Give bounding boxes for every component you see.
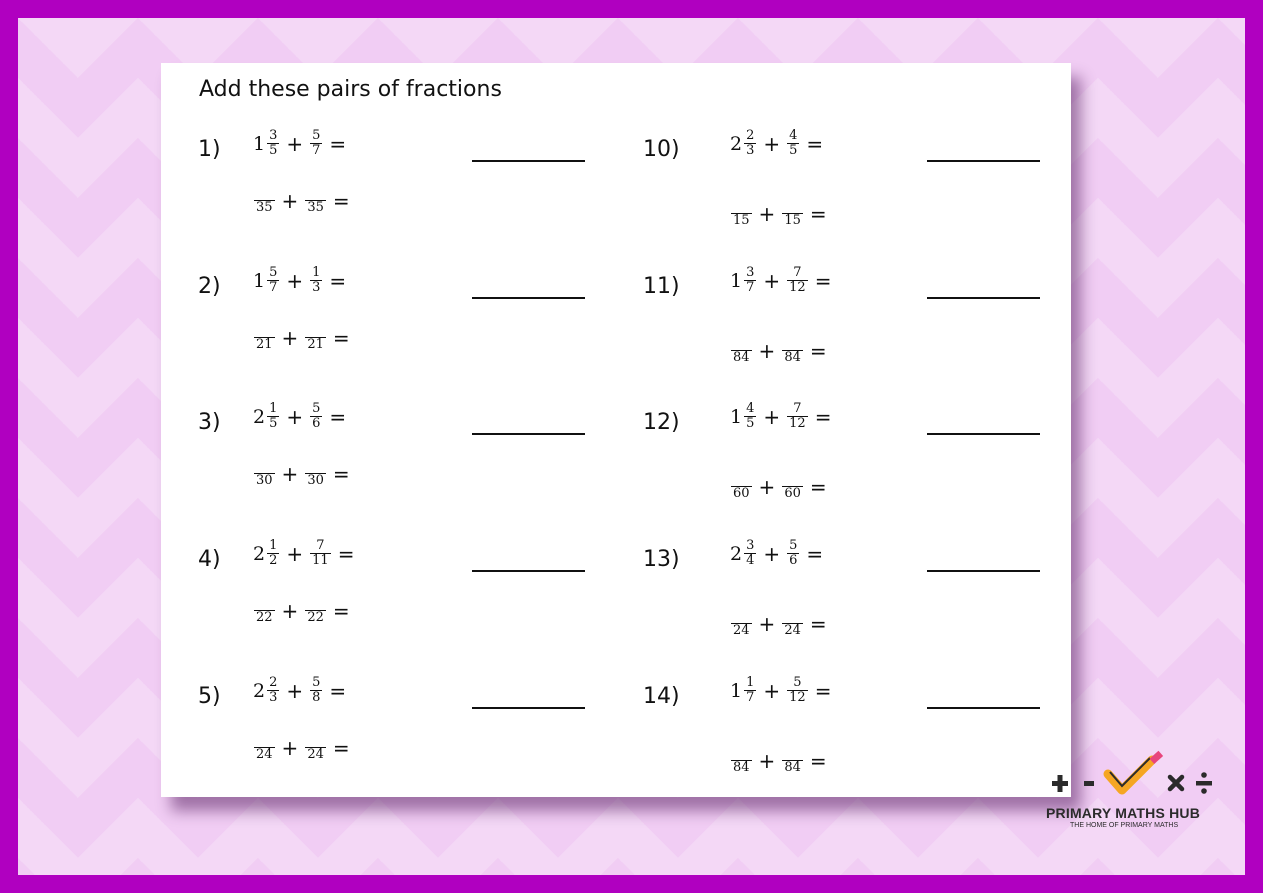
denominator: 30 bbox=[307, 473, 324, 488]
answer-line[interactable] bbox=[472, 433, 585, 435]
blank-fraction-a bbox=[731, 472, 752, 501]
question-number: 4) bbox=[198, 547, 221, 572]
question-number: 14) bbox=[643, 684, 680, 709]
numerator-blank[interactable] bbox=[784, 472, 802, 486]
numerator-blank[interactable] bbox=[732, 609, 750, 623]
fraction-a bbox=[744, 539, 756, 568]
blank-fraction-b bbox=[305, 459, 326, 488]
plus-sign: + bbox=[281, 735, 299, 760]
denominator: 35 bbox=[256, 200, 273, 215]
fraction-b bbox=[310, 129, 322, 158]
equals-sign: = bbox=[806, 541, 824, 566]
denominator: 6 bbox=[789, 553, 798, 568]
denominator: 84 bbox=[733, 350, 750, 365]
plus-sign: + bbox=[758, 611, 776, 636]
whole-number: 1 bbox=[730, 405, 743, 428]
common-denominator-sum bbox=[730, 336, 833, 365]
fraction-a bbox=[744, 402, 756, 431]
mixed-fraction-sum bbox=[253, 266, 352, 295]
fraction-a bbox=[267, 266, 279, 295]
answer-line[interactable] bbox=[927, 297, 1040, 299]
blank-fraction-b bbox=[782, 336, 803, 365]
logo-name: PRIMARY MATHS HUB bbox=[1046, 805, 1201, 821]
denominator: 60 bbox=[733, 486, 750, 501]
answer-line[interactable] bbox=[927, 160, 1040, 162]
common-denominator-sum bbox=[253, 733, 356, 762]
common-denominator-sum bbox=[730, 609, 833, 638]
numerator-blank[interactable] bbox=[307, 596, 325, 610]
fraction-b bbox=[310, 676, 322, 705]
fraction-b bbox=[787, 676, 808, 705]
fraction-a bbox=[744, 266, 756, 295]
numerator-blank[interactable] bbox=[732, 746, 750, 760]
question-number: 1) bbox=[198, 137, 221, 162]
denominator: 2 bbox=[269, 553, 278, 568]
numerator: 5 bbox=[312, 128, 321, 143]
fraction-a bbox=[267, 402, 279, 431]
whole-number: 2 bbox=[730, 132, 743, 155]
denominator: 84 bbox=[784, 350, 801, 365]
denominator: 12 bbox=[789, 690, 806, 705]
blank-fraction-b bbox=[305, 733, 326, 762]
denominator: 15 bbox=[733, 213, 750, 228]
numerator-blank[interactable] bbox=[307, 459, 325, 473]
fraction-b bbox=[787, 129, 799, 158]
equals-sign: = bbox=[809, 748, 827, 773]
logo-tagline: THE HOME OF PRIMARY MATHS bbox=[1070, 822, 1179, 829]
fraction-b bbox=[310, 266, 322, 295]
denominator: 3 bbox=[746, 143, 755, 158]
equals-sign: = bbox=[332, 325, 350, 350]
fraction-b bbox=[787, 402, 808, 431]
common-denominator-sum bbox=[253, 186, 356, 215]
fraction-b bbox=[310, 402, 322, 431]
equals-sign: = bbox=[814, 268, 832, 293]
fraction-b bbox=[787, 539, 799, 568]
mixed-fraction-sum bbox=[730, 266, 837, 295]
equals-sign: = bbox=[809, 474, 827, 499]
mixed-fraction-sum bbox=[730, 539, 829, 568]
numerator-blank[interactable] bbox=[784, 336, 802, 350]
blank-fraction-b bbox=[782, 472, 803, 501]
fraction-a bbox=[744, 676, 756, 705]
denominator: 5 bbox=[789, 143, 798, 158]
blank-fraction-b bbox=[782, 746, 803, 775]
plus-sign: + bbox=[758, 474, 776, 499]
plus-sign: + bbox=[281, 188, 299, 213]
mixed-fraction-sum bbox=[730, 129, 829, 158]
plus-sign: + bbox=[286, 678, 304, 703]
denominator: 24 bbox=[256, 747, 273, 762]
equals-sign: = bbox=[332, 188, 350, 213]
blank-fraction-a bbox=[731, 336, 752, 365]
plus-sign: + bbox=[281, 598, 299, 623]
numerator: 2 bbox=[746, 128, 755, 143]
numerator: 5 bbox=[269, 265, 278, 280]
numerator: 1 bbox=[269, 401, 278, 416]
blank-fraction-b bbox=[782, 199, 803, 228]
times-symbol bbox=[1170, 777, 1182, 789]
blank-fraction-a bbox=[731, 199, 752, 228]
common-denominator-sum bbox=[730, 199, 833, 228]
denominator: 8 bbox=[312, 690, 321, 705]
question-number: 5) bbox=[198, 684, 221, 709]
equals-sign: = bbox=[809, 201, 827, 226]
common-denominator-sum bbox=[730, 746, 833, 775]
numerator: 5 bbox=[789, 538, 798, 553]
common-denominator-sum bbox=[730, 472, 833, 501]
mixed-fraction-sum bbox=[253, 129, 352, 158]
plus-sign: + bbox=[758, 748, 776, 773]
denominator: 84 bbox=[784, 760, 801, 775]
plus-sign: + bbox=[758, 338, 776, 363]
numerator: 5 bbox=[312, 401, 321, 416]
blank-fraction-b bbox=[305, 186, 326, 215]
whole-number: 2 bbox=[730, 542, 743, 565]
numerator: 1 bbox=[269, 538, 278, 553]
denominator: 24 bbox=[733, 623, 750, 638]
numerator: 1 bbox=[746, 675, 755, 690]
numerator-blank[interactable] bbox=[255, 186, 273, 200]
equals-sign: = bbox=[806, 131, 824, 156]
denominator: 4 bbox=[746, 553, 755, 568]
fraction-b bbox=[787, 266, 808, 295]
question-12 bbox=[643, 402, 1083, 532]
denominator: 24 bbox=[784, 623, 801, 638]
denominator: 12 bbox=[789, 280, 806, 295]
denominator: 7 bbox=[746, 690, 755, 705]
plus-sign: + bbox=[286, 541, 304, 566]
answer-line[interactable] bbox=[472, 707, 585, 709]
question-number: 2) bbox=[198, 274, 221, 299]
answer-line[interactable] bbox=[472, 160, 585, 162]
equals-sign: = bbox=[814, 678, 832, 703]
whole-number: 2 bbox=[253, 679, 266, 702]
numerator: 4 bbox=[746, 401, 755, 416]
answer-line[interactable] bbox=[927, 433, 1040, 435]
checkmark-pencil-icon bbox=[1108, 751, 1163, 790]
divide-symbol bbox=[1196, 772, 1212, 794]
whole-number: 1 bbox=[253, 269, 266, 292]
denominator: 7 bbox=[312, 143, 321, 158]
numerator-blank[interactable] bbox=[255, 459, 273, 473]
numerator-blank[interactable] bbox=[307, 323, 325, 337]
denominator: 3 bbox=[312, 280, 321, 295]
denominator: 11 bbox=[312, 553, 329, 568]
numerator-blank[interactable] bbox=[732, 199, 750, 213]
numerator: 4 bbox=[789, 128, 798, 143]
numerator: 5 bbox=[312, 675, 321, 690]
common-denominator-sum bbox=[253, 596, 356, 625]
denominator: 35 bbox=[307, 200, 324, 215]
question-2 bbox=[198, 266, 638, 396]
denominator: 21 bbox=[256, 337, 273, 352]
equals-sign: = bbox=[332, 461, 350, 486]
logo-symbols-icon bbox=[1040, 750, 1230, 805]
numerator: 7 bbox=[316, 538, 325, 553]
whole-number: 1 bbox=[730, 269, 743, 292]
whole-number: 2 bbox=[253, 542, 266, 565]
numerator: 5 bbox=[793, 675, 802, 690]
blank-fraction-a bbox=[254, 186, 275, 215]
question-10 bbox=[643, 129, 1083, 259]
denominator: 7 bbox=[746, 280, 755, 295]
denominator: 7 bbox=[269, 280, 278, 295]
denominator: 5 bbox=[746, 416, 755, 431]
answer-line[interactable] bbox=[472, 297, 585, 299]
numerator: 3 bbox=[746, 538, 755, 553]
denominator: 22 bbox=[256, 610, 273, 625]
numerator: 7 bbox=[793, 401, 802, 416]
numerator-blank[interactable] bbox=[255, 733, 273, 747]
mixed-fraction-sum bbox=[253, 676, 352, 705]
plus-sign: + bbox=[281, 461, 299, 486]
blank-fraction-a bbox=[254, 459, 275, 488]
plus-sign: + bbox=[286, 268, 304, 293]
equals-sign: = bbox=[337, 541, 355, 566]
denominator: 3 bbox=[269, 690, 278, 705]
denominator: 15 bbox=[784, 213, 801, 228]
question-number: 12) bbox=[643, 410, 680, 435]
equals-sign: = bbox=[814, 404, 832, 429]
blank-fraction-b bbox=[782, 609, 803, 638]
numerator-blank[interactable] bbox=[255, 323, 273, 337]
whole-number: 1 bbox=[253, 132, 266, 155]
denominator: 24 bbox=[307, 747, 324, 762]
blank-fraction-a bbox=[731, 609, 752, 638]
numerator-blank[interactable] bbox=[732, 336, 750, 350]
plus-sign: + bbox=[763, 268, 781, 293]
denominator: 84 bbox=[733, 760, 750, 775]
numerator: 1 bbox=[312, 265, 321, 280]
numerator-blank[interactable] bbox=[307, 186, 325, 200]
denominator: 6 bbox=[312, 416, 321, 431]
question-number: 13) bbox=[643, 547, 680, 572]
question-number: 3) bbox=[198, 410, 221, 435]
numerator-blank[interactable] bbox=[784, 746, 802, 760]
numerator-blank[interactable] bbox=[784, 199, 802, 213]
question-number: 10) bbox=[643, 137, 680, 162]
answer-line[interactable] bbox=[927, 707, 1040, 709]
question-11 bbox=[643, 266, 1083, 396]
equals-sign: = bbox=[329, 678, 347, 703]
denominator: 21 bbox=[307, 337, 324, 352]
numerator-blank[interactable] bbox=[732, 472, 750, 486]
equals-sign: = bbox=[332, 735, 350, 760]
denominator: 22 bbox=[307, 610, 324, 625]
question-1 bbox=[198, 129, 638, 259]
question-3 bbox=[198, 402, 638, 532]
mixed-fraction-sum bbox=[253, 539, 360, 568]
plus-sign: + bbox=[763, 404, 781, 429]
plus-sign: + bbox=[286, 404, 304, 429]
blank-fraction-a bbox=[254, 733, 275, 762]
question-14 bbox=[643, 676, 1083, 806]
fraction-b bbox=[310, 539, 331, 568]
mixed-fraction-sum bbox=[730, 402, 837, 431]
equals-sign: = bbox=[809, 611, 827, 636]
common-denominator-sum bbox=[253, 323, 356, 352]
denominator: 5 bbox=[269, 416, 278, 431]
question-number: 11) bbox=[643, 274, 680, 299]
numerator: 7 bbox=[793, 265, 802, 280]
fraction-a bbox=[267, 676, 279, 705]
question-13 bbox=[643, 539, 1083, 669]
mixed-fraction-sum bbox=[253, 402, 352, 431]
mixed-fraction-sum bbox=[730, 676, 837, 705]
whole-number: 1 bbox=[730, 679, 743, 702]
equals-sign: = bbox=[329, 268, 347, 293]
numerator-blank[interactable] bbox=[307, 733, 325, 747]
worksheet-title: Add these pairs of fractions bbox=[199, 77, 502, 102]
plus-symbol bbox=[1052, 775, 1068, 792]
fraction-a bbox=[267, 539, 279, 568]
denominator: 60 bbox=[784, 486, 801, 501]
blank-fraction-a bbox=[254, 323, 275, 352]
plus-sign: + bbox=[286, 131, 304, 156]
numerator-blank[interactable] bbox=[255, 596, 273, 610]
fraction-a bbox=[267, 129, 279, 158]
denominator: 30 bbox=[256, 473, 273, 488]
answer-line[interactable] bbox=[472, 570, 585, 572]
fraction-a bbox=[744, 129, 756, 158]
primary-maths-hub-logo bbox=[1040, 750, 1230, 835]
equals-sign: = bbox=[332, 598, 350, 623]
numerator: 3 bbox=[746, 265, 755, 280]
equals-sign: = bbox=[329, 404, 347, 429]
equals-sign: = bbox=[809, 338, 827, 363]
denominator: 5 bbox=[269, 143, 278, 158]
denominator: 12 bbox=[789, 416, 806, 431]
numerator: 3 bbox=[269, 128, 278, 143]
plus-sign: + bbox=[758, 201, 776, 226]
whole-number: 2 bbox=[253, 405, 266, 428]
plus-sign: + bbox=[763, 131, 781, 156]
question-4 bbox=[198, 539, 638, 669]
worksheet bbox=[161, 63, 1071, 797]
numerator: 2 bbox=[269, 675, 278, 690]
blank-fraction-b bbox=[305, 596, 326, 625]
numerator-blank[interactable] bbox=[784, 609, 802, 623]
question-5 bbox=[198, 676, 638, 806]
plus-sign: + bbox=[281, 325, 299, 350]
plus-sign: + bbox=[763, 541, 781, 566]
minus-symbol bbox=[1084, 781, 1094, 786]
common-denominator-sum bbox=[253, 459, 356, 488]
plus-sign: + bbox=[763, 678, 781, 703]
blank-fraction-a bbox=[731, 746, 752, 775]
equals-sign: = bbox=[329, 131, 347, 156]
blank-fraction-a bbox=[254, 596, 275, 625]
answer-line[interactable] bbox=[927, 570, 1040, 572]
blank-fraction-b bbox=[305, 323, 326, 352]
